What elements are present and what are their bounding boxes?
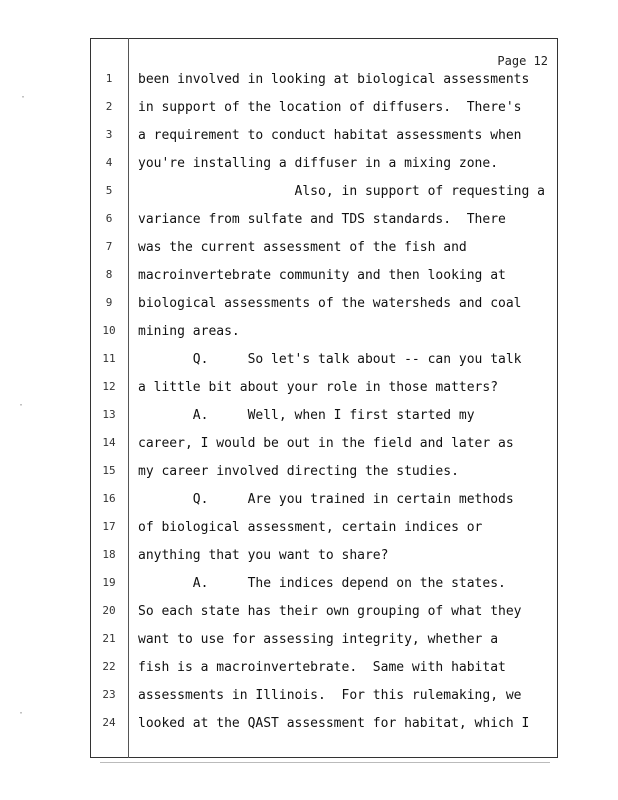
- line-text: A. The indices depend on the states.: [138, 576, 506, 591]
- binder-mark: ·: [18, 708, 25, 719]
- line-number: 1: [105, 72, 113, 85]
- line-number: 22: [102, 660, 116, 673]
- transcript-line: [90, 184, 558, 212]
- page-number: Page 12: [497, 54, 548, 68]
- transcript-line: [90, 492, 558, 520]
- line-text: anything that you want to share?: [138, 548, 389, 563]
- line-number: 17: [102, 520, 116, 533]
- line-text: biological assessments of the watersheds and coal: [138, 296, 522, 311]
- transcript-line: [90, 520, 558, 548]
- transcript-line: [90, 660, 558, 688]
- line-text: looked at the QAST assessment for habitat, which I: [138, 716, 530, 731]
- line-number: 7: [105, 240, 113, 253]
- line-number: 19: [102, 576, 116, 589]
- line-number: 20: [102, 604, 116, 617]
- line-text: mining areas.: [138, 324, 240, 339]
- line-number: 16: [102, 492, 116, 505]
- line-text: Q. Are you trained in certain methods: [138, 492, 514, 507]
- line-text: fish is a macroinvertebrate. Same with habitat: [138, 660, 506, 675]
- line-text: Q. So let's talk about -- can you talk: [138, 352, 522, 367]
- line-number: 9: [105, 296, 113, 309]
- line-number: 10: [102, 324, 116, 337]
- transcript-line: [90, 240, 558, 268]
- transcript-line: [90, 156, 558, 184]
- footer-rule: [100, 762, 550, 763]
- line-text: A. Well, when I first started my: [138, 408, 475, 423]
- line-text: in support of the location of diffusers. There's: [138, 100, 522, 115]
- line-text: assessments in Illinois. For this rulemaking, we: [138, 688, 522, 703]
- line-number: 18: [102, 548, 116, 561]
- line-text: was the current assessment of the fish and: [138, 240, 467, 255]
- transcript-line: [90, 576, 558, 604]
- line-text: a little bit about your role in those matters?: [138, 380, 499, 395]
- transcript-line: [90, 128, 558, 156]
- line-number: 3: [105, 128, 113, 141]
- transcript-line: [90, 268, 558, 296]
- line-text: you're installing a diffuser in a mixing zone.: [138, 156, 499, 171]
- transcript-line: [90, 548, 558, 576]
- transcript-line: [90, 380, 558, 408]
- transcript-line: [90, 716, 558, 744]
- line-number: 4: [105, 156, 113, 169]
- line-number: 23: [102, 688, 116, 701]
- line-text: macroinvertebrate community and then looking at: [138, 268, 506, 283]
- transcript-line: [90, 688, 558, 716]
- line-number: 6: [105, 212, 113, 225]
- transcript-line: [90, 436, 558, 464]
- line-text: Also, in support of requesting a: [138, 184, 545, 199]
- line-number: 13: [102, 408, 116, 421]
- transcript-line: [90, 296, 558, 324]
- line-text: variance from sulfate and TDS standards. There: [138, 212, 506, 227]
- binder-mark: ·: [18, 400, 25, 411]
- line-text: of biological assessment, certain indices or: [138, 520, 483, 535]
- transcript-line: [90, 72, 558, 100]
- line-text: So each state has their own grouping of what they: [138, 604, 522, 619]
- line-text: a requirement to conduct habitat assessments when: [138, 128, 522, 143]
- line-text: been involved in looking at biological assessments: [138, 72, 530, 87]
- line-number: 15: [102, 464, 116, 477]
- line-number: 14: [102, 436, 116, 449]
- transcript-line: [90, 464, 558, 492]
- line-text: want to use for assessing integrity, whether a: [138, 632, 499, 647]
- binder-mark: ·: [20, 92, 27, 103]
- transcript-line: [90, 324, 558, 352]
- line-number: 8: [105, 268, 113, 281]
- line-number: 21: [102, 632, 116, 645]
- transcript-line: [90, 212, 558, 240]
- transcript-line: [90, 352, 558, 380]
- transcript-line: [90, 100, 558, 128]
- transcript-line: [90, 604, 558, 632]
- line-number: 2: [105, 100, 113, 113]
- line-text: my career involved directing the studies.: [138, 464, 459, 479]
- line-number: 12: [102, 380, 116, 393]
- transcript-line: [90, 408, 558, 436]
- line-text: career, I would be out in the field and later as: [138, 436, 514, 451]
- line-number: 5: [105, 184, 113, 197]
- transcript-line: [90, 632, 558, 660]
- line-number: 11: [102, 352, 116, 365]
- line-number: 24: [102, 716, 116, 729]
